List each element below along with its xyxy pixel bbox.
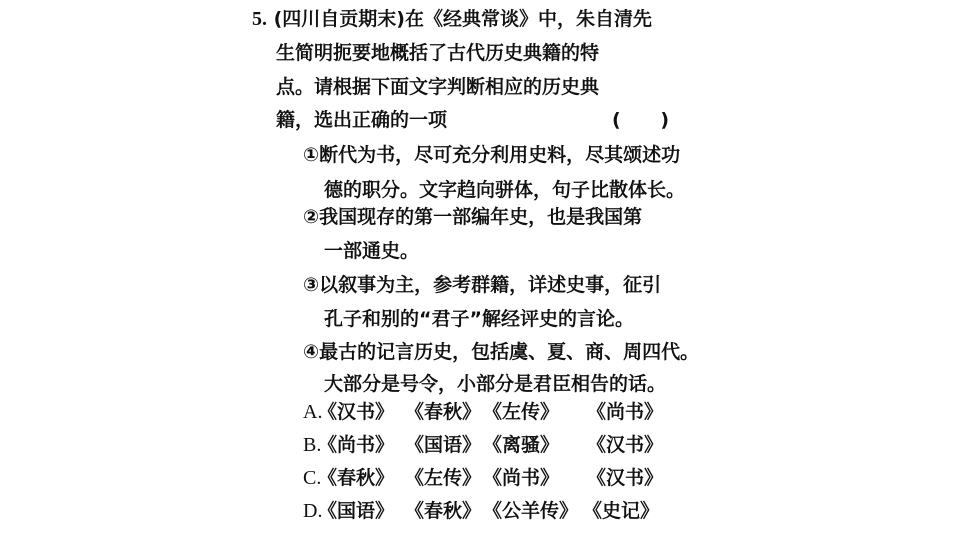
statement-1-line-2: 德的职分。文字趋向骈体，句子比散体长。 (324, 179, 686, 201)
option-d-book-2: 《春秋》 (405, 500, 482, 522)
option-a-book-2: 《春秋》 (405, 401, 482, 423)
option-c-book-2: 《左传》 (405, 467, 482, 489)
option-d-book-3: 《公羊传》 (483, 500, 579, 522)
statement-3-line-2: 孔子和别的“君子”解经评史的言论。 (324, 308, 634, 330)
stem-text-1: (四川自贡期末)在《经典常谈》中，朱自清先 (273, 8, 652, 30)
question-stem-line-2: 生简明扼要地概括了古代历史典籍的特 (276, 42, 600, 64)
statement-2-line-2: 一部通史。 (324, 240, 420, 262)
question-stem-line-3: 点。请根据下面文字判断相应的历史典 (276, 76, 600, 98)
statement-3-line-1: ③以叙事为主，参考群籍，详述史事，征引 (303, 274, 662, 296)
option-b-book-1: 《尚书》 (318, 434, 395, 456)
question-number: 5. (252, 8, 267, 30)
option-a-book-1: 《汉书》 (318, 401, 395, 423)
option-b-letter: B. (303, 434, 322, 456)
option-b-book-3: 《离骚》 (483, 434, 560, 456)
statement-4-line-1: ④最古的记言历史，包括虞、夏、商、周四代。 (303, 341, 700, 363)
option-a-book-4: 《尚书》 (587, 401, 664, 423)
option-c-book-4: 《汉书》 (587, 467, 664, 489)
option-a-letter: A. (303, 401, 323, 423)
statement-4-line-2: 大部分是号令，小部分是君臣相告的话。 (324, 373, 667, 395)
option-b-book-2: 《国语》 (405, 434, 482, 456)
option-d-book-1: 《国语》 (318, 500, 395, 522)
question-stem-line-4: 籍，选出正确的一项 (276, 109, 448, 131)
option-c-letter: C. (303, 467, 322, 489)
question-stem-line-1 (252, 7, 652, 31)
statement-2-line-1: ②我国现存的第一部编年史，也是我国第 (303, 206, 643, 228)
option-a-book-3: 《左传》 (483, 401, 560, 423)
option-c-book-1: 《春秋》 (318, 467, 395, 489)
statement-1-line-1: ①断代为书，尽可充分利用史料，尽其颂述功 (303, 144, 681, 166)
option-d-book-4: 《史记》 (583, 500, 660, 522)
option-b-book-4: 《汉书》 (587, 434, 664, 456)
answer-bracket[interactable]: ( ) (612, 109, 670, 131)
option-c-book-3: 《尚书》 (483, 467, 560, 489)
option-d-letter: D. (303, 500, 323, 522)
